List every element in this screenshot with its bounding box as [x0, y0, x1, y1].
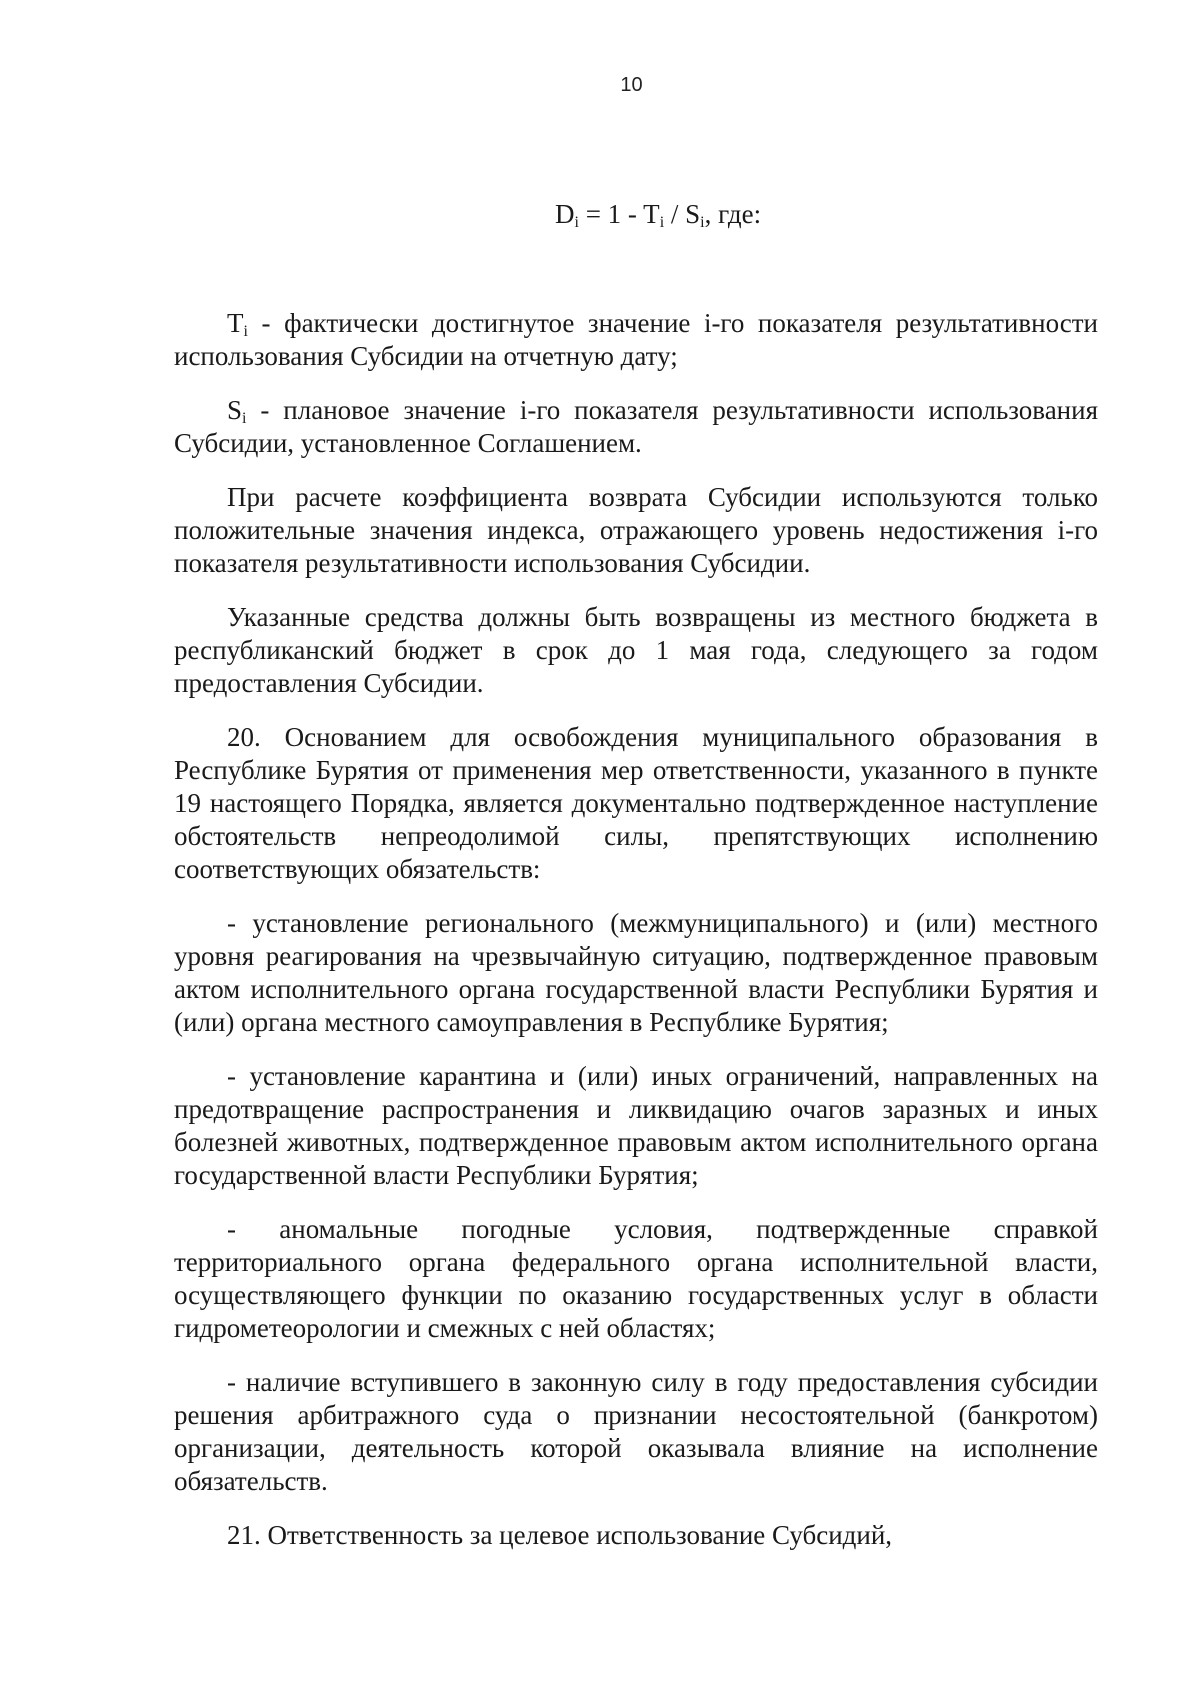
list-item: - аномальные погодные условия, подтвержденные справкой территориального органа федерального органа исполнительной власти, осуществляющего функции по оказанию государственных услуг в области гидрометеорологии и смежных с ней областях;	[174, 1214, 1098, 1343]
definition-t-letter: T	[227, 308, 244, 338]
paragraph: Указанные средства должны быть возвращены из местного бюджета в республиканский бюджет в срок до 1 мая года, следующего за годом предоставления Субсидии.	[174, 602, 1098, 698]
definition-s	[174, 394, 1098, 460]
definition-t-subscript: i	[243, 323, 248, 340]
formula-part-1: = 1 - T	[578, 199, 660, 229]
formula-part-2: / S	[664, 199, 701, 229]
definition-t	[174, 307, 1098, 373]
definition-t-text: - фактически достигнутое значение i-го показателя результативности использования Субсидии на отчетную дату;	[174, 308, 1098, 371]
paragraph-item-21: 21. Ответственность за целевое использование Субсидий,	[227, 1520, 893, 1550]
document-body	[174, 307, 1098, 1552]
page-number: 10	[620, 74, 643, 96]
list-item: - наличие вступившего в законную силу в году предоставления субсидии решения арбитражного суда о признании несостоятельной (банкротом) организации, деятельность которой оказывала влияние на исполнение обязательств.	[174, 1367, 1098, 1496]
formula	[555, 199, 761, 230]
list-item: - установление регионального (межмуниципального) и (или) местного уровня реагирования на чрезвычайную ситуацию, подтвержденное правовым актом исполнительного органа государственной власти Республики Бурятия и (или) органа местного самоуправления в Республике Бурятия;	[174, 908, 1098, 1037]
formula-s-subscript: i	[700, 214, 705, 231]
list-item: - установление карантина и (или) иных ограничений, направленных на предотвращение распространения и ликвидацию очагов заразных и иных болезней животных, подтвержденное правовым актом исполнительного органа государственной власти Республики Бурятия;	[174, 1061, 1098, 1190]
formula-tail: , где:	[704, 199, 762, 229]
definition-t-symbol	[227, 308, 248, 338]
definition-s-text: - плановое значение i-го показателя результативности использования Субсидии, установленное Соглашением.	[174, 395, 1098, 458]
definition-s-subscript: i	[242, 410, 247, 427]
formula-t-subscript: i	[659, 214, 665, 231]
paragraph-item-20: 20. Основанием для освобождения муниципального образования в Республике Бурятия от применения мер ответственности, указанного в пункте 19 настоящего Порядка, является документально подтвержденное наступление обстоятельств непреодолимой силы, препятствующих исполнению соответствующих обязательств:	[174, 722, 1098, 884]
definition-s-symbol	[227, 395, 246, 425]
paragraph: При расчете коэффициента возврата Субсидии используются только положительные значения индекса, отражающего уровень недостижения i-го показателя результативности использования Субсидии.	[174, 482, 1098, 578]
formula-d: D	[555, 199, 575, 229]
definition-s-letter: S	[227, 395, 243, 425]
formula-d-subscript: i	[574, 214, 579, 231]
